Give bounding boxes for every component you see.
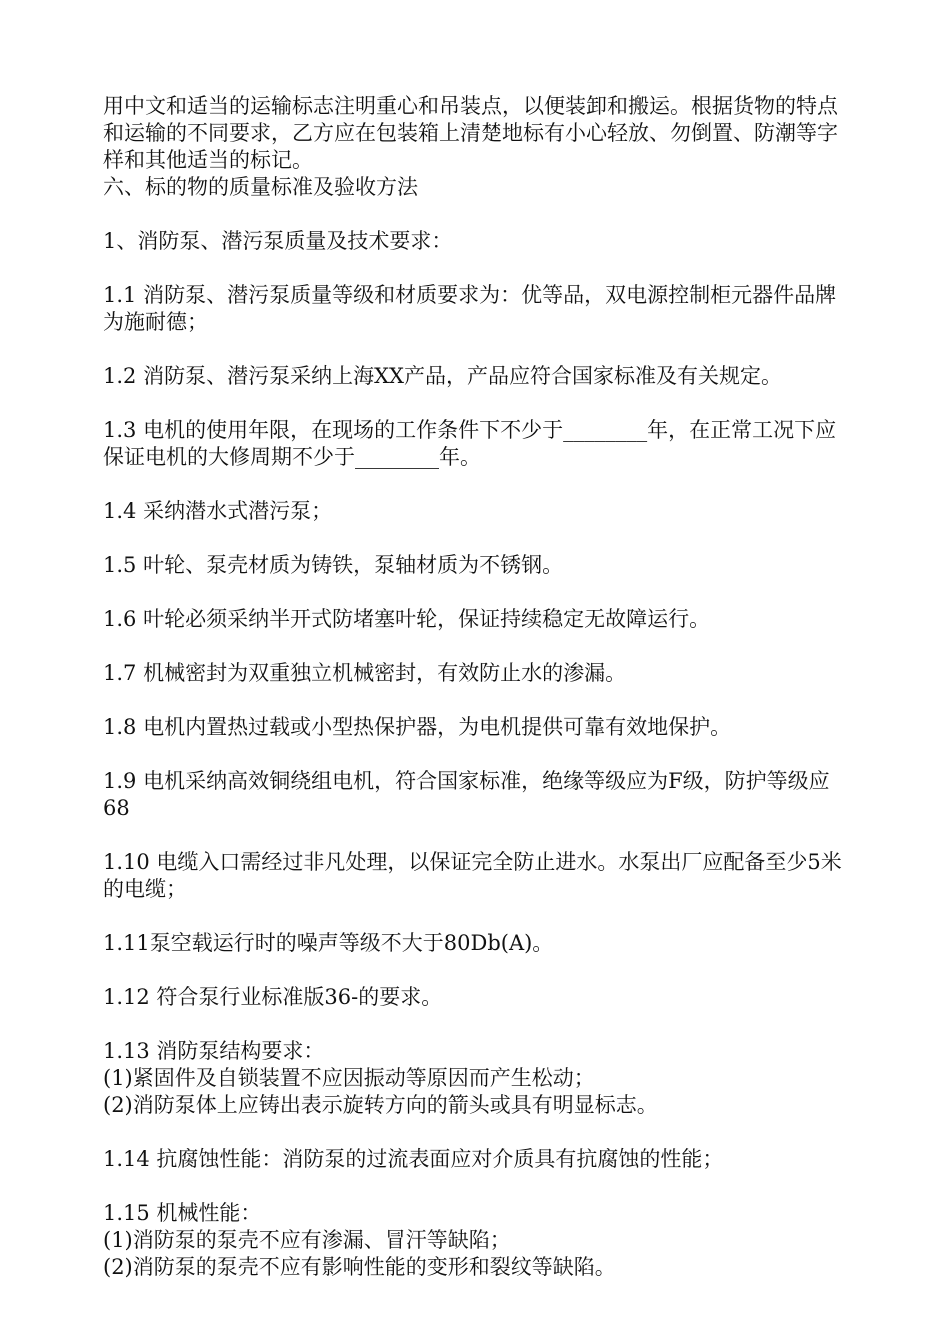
clause-1-10: 1.10 电缆入口需经过非凡处理，以保证完全防止进水。水泵出厂应配备至少5米的电缆； bbox=[103, 850, 842, 901]
clause-1-6: 1.6 叶轮必须采纳半开式防堵塞叶轮，保证持续稳定无故障运行。 bbox=[103, 607, 711, 631]
clause-1-7: 1.7 机械密封为双重独立机械密封，有效防止水的渗漏。 bbox=[103, 661, 627, 685]
clause-1-13-line-2: (2)消防泵体上应铸出表示旋转方向的箭头或具有明显标志。 bbox=[103, 1093, 658, 1117]
clause-1-12: 1.12 符合泵行业标准版36-的要求。 bbox=[103, 985, 443, 1009]
clause-1-11: 1.11泵空载运行时的噪声等级不大于80Db(A)。 bbox=[103, 931, 554, 955]
clause-1-15-line-2: (2)消防泵的泵壳不应有影响性能的变形和裂纹等缺陷。 bbox=[103, 1255, 616, 1279]
document-body bbox=[103, 93, 855, 1281]
clause-1-3: 1.3 电机的使用年限，在现场的工作条件下不少于________年，在正常工况下应保证电机的大修周期不少于________年。 bbox=[103, 418, 837, 469]
clause-1-13-title: 1.13 消防泵结构要求： bbox=[103, 1039, 325, 1063]
clause-1-5: 1.5 叶轮、泵壳材质为铸铁，泵轴材质为不锈钢。 bbox=[103, 553, 564, 577]
clause-1-14: 1.14 抗腐蚀性能：消防泵的过流表面应对介质具有抗腐蚀的性能； bbox=[103, 1147, 724, 1171]
clause-1-9: 1.9 电机采纳高效铜绕组电机，符合国家标准，绝缘等级应为F级，防护等级应68 bbox=[103, 769, 830, 820]
clause-1-4: 1.4 采纳潜水式潜污泵； bbox=[103, 499, 333, 523]
clause-1-13-line-1: (1)紧固件及自锁装置不应因振动等原因而产生松动； bbox=[103, 1066, 595, 1090]
section-heading: 六、标的物的质量标准及验收方法 bbox=[103, 175, 418, 199]
clause-1-15-title: 1.15 机械性能： bbox=[103, 1201, 262, 1225]
subheading-pump-requirements: 1、消防泵、潜污泵质量及技术要求： bbox=[103, 229, 453, 253]
clause-1-15-line-1: (1)消防泵的泵壳不应有渗漏、冒汗等缺陷； bbox=[103, 1228, 511, 1252]
clause-1-1: 1.1 消防泵、潜污泵质量等级和材质要求为：优等品，双电源控制柜元器件品牌为施耐德； bbox=[103, 283, 837, 334]
clause-1-8: 1.8 电机内置热过载或小型热保护器，为电机提供可靠有效地保护。 bbox=[103, 715, 732, 739]
clause-1-2: 1.2 消防泵、潜污泵采纳上海XX产品，产品应符合国家标准及有关规定。 bbox=[103, 364, 782, 388]
intro-paragraph: 用中文和适当的运输标志注明重心和吊装点，以便装卸和搬运。根据货物的特点和运输的不同要求，乙方应在包装箱上清楚地标有小心轻放、勿倒置、防潮等字样和其他适当的标记。 bbox=[103, 94, 838, 172]
